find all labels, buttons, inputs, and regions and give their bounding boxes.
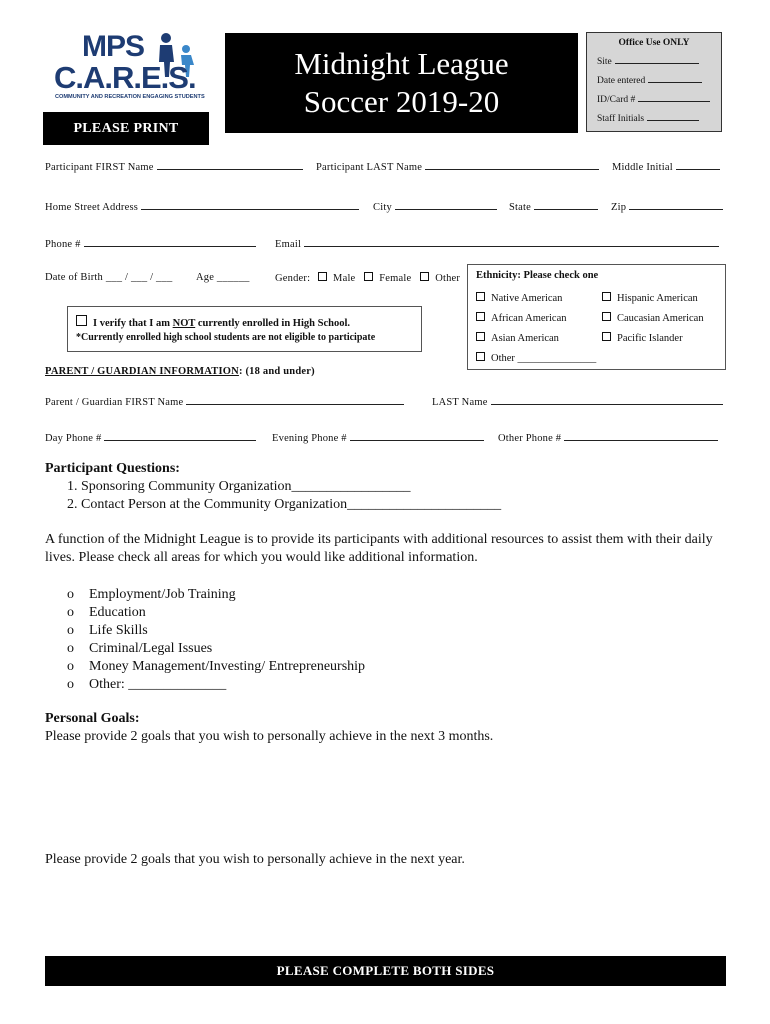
verify-box xyxy=(67,306,422,352)
checkbox-icon[interactable] xyxy=(476,312,485,321)
resource-areas-list xyxy=(67,586,365,694)
gender-male-option[interactable]: Male xyxy=(318,273,355,284)
office-date-field[interactable]: Date entered xyxy=(597,73,721,86)
personal-goals-section xyxy=(45,710,735,746)
gender-other-option[interactable]: Other xyxy=(420,273,460,284)
zip-field[interactable]: Zip xyxy=(611,198,723,213)
city-field[interactable]: City xyxy=(373,198,497,213)
last-name-field[interactable]: Participant LAST Name xyxy=(316,158,599,173)
ethnicity-option[interactable]: Pacific Islander xyxy=(602,332,683,344)
gender-female-option[interactable]: Female xyxy=(364,273,411,284)
questions-header: Participant Questions: xyxy=(45,461,180,476)
state-field[interactable]: State xyxy=(509,198,598,213)
circle-bullet-icon[interactable]: o xyxy=(67,605,74,620)
ethnicity-option[interactable]: African American xyxy=(476,312,567,324)
ethnicity-option[interactable]: Hispanic American xyxy=(602,292,698,304)
circle-bullet-icon[interactable]: o xyxy=(67,677,74,692)
guardian-first-name-field[interactable]: Parent / Guardian FIRST Name xyxy=(45,393,404,408)
checkbox-icon[interactable] xyxy=(318,272,327,281)
goals-3-months-prompt: Please provide 2 goals that you wish to personally achieve in the next 3 months. xyxy=(45,729,494,744)
list-item[interactable]: o Criminal/Legal Issues xyxy=(67,641,213,656)
checkbox-icon[interactable] xyxy=(76,315,87,326)
participant-questions xyxy=(45,460,735,514)
mps-cares-logo xyxy=(52,30,205,106)
circle-bullet-icon[interactable]: o xyxy=(67,659,74,674)
evening-phone-field[interactable]: Evening Phone # xyxy=(272,429,484,444)
ethnicity-option[interactable]: Caucasian American xyxy=(602,312,704,324)
verify-note: *Currently enrolled high school students are not eligible to participate xyxy=(76,332,376,343)
list-item[interactable]: o Money Management/Investing/ Entrepreneurship xyxy=(67,659,366,674)
checkbox-icon[interactable] xyxy=(476,352,485,361)
title-line2: Soccer 2019-20 xyxy=(303,84,500,119)
first-name-field[interactable]: Participant FIRST Name xyxy=(45,158,303,173)
checkbox-icon[interactable] xyxy=(476,332,485,341)
list-item[interactable]: o Employment/Job Training xyxy=(67,587,236,602)
guardian-last-name-field[interactable]: LAST Name xyxy=(432,393,723,408)
circle-bullet-icon[interactable]: o xyxy=(67,587,74,602)
gender-group xyxy=(275,272,460,284)
day-phone-field[interactable]: Day Phone # xyxy=(45,429,256,444)
office-site-field[interactable]: Site xyxy=(597,54,721,67)
guardian-header: PARENT / GUARDIAN INFORMATION: (18 and under) xyxy=(45,366,315,377)
verify-statement[interactable]: I verify that I am NOT currently enrolled in High School. xyxy=(76,315,421,329)
footer-banner: PLEASE COMPLETE BOTH SIDES xyxy=(45,956,726,986)
street-address-field[interactable]: Home Street Address xyxy=(45,198,359,213)
office-use-header: Office Use ONLY xyxy=(618,38,690,48)
ethnicity-option[interactable]: Asian American xyxy=(476,332,559,344)
gender-label: Gender: xyxy=(275,273,311,284)
resources-intro: A function of the Midnight League is to provide its participants with additional resources to assist them with their daily lives. Please check all areas for which you would like additional information. xyxy=(45,532,713,565)
other-phone-field[interactable]: Other Phone # xyxy=(498,429,718,444)
circle-bullet-icon[interactable]: o xyxy=(67,641,74,656)
checkbox-icon[interactable] xyxy=(476,292,485,301)
question-item[interactable]: 2. Contact Person at the Community Organization______________________ xyxy=(67,497,502,512)
office-use-box xyxy=(586,32,722,132)
ethnicity-box xyxy=(467,264,726,370)
title-box xyxy=(225,33,578,133)
please-print-banner: PLEASE PRINT xyxy=(43,112,209,145)
ethnicity-option[interactable]: Native American xyxy=(476,292,562,304)
logo-tagline: COMMUNITY AND RECREATION ENGAGING STUDENTS xyxy=(55,94,205,100)
office-staff-field[interactable]: Staff Initials xyxy=(597,111,721,124)
middle-initial-field[interactable]: Middle Initial xyxy=(612,158,720,173)
age-field[interactable]: Age ______ xyxy=(196,272,250,283)
checkbox-icon[interactable] xyxy=(420,272,429,281)
checkbox-icon[interactable] xyxy=(602,292,611,301)
office-id-field[interactable]: ID/Card # xyxy=(597,92,721,105)
goals-header: Personal Goals: xyxy=(45,711,140,726)
phone-field[interactable]: Phone # xyxy=(45,235,256,250)
list-item[interactable]: o Other: ______________ xyxy=(67,677,227,692)
email-field[interactable]: Email xyxy=(275,235,719,250)
question-item[interactable]: 1. Sponsoring Community Organization_________________ xyxy=(67,479,411,494)
list-item[interactable]: o Education xyxy=(67,605,146,620)
checkbox-icon[interactable] xyxy=(364,272,373,281)
ethnicity-header: Ethnicity: Please check one xyxy=(476,270,599,281)
circle-bullet-icon[interactable]: o xyxy=(67,623,74,638)
list-item[interactable]: o Life Skills xyxy=(67,623,148,638)
checkbox-icon[interactable] xyxy=(602,312,611,321)
ethnicity-option[interactable]: Other _______________ xyxy=(476,352,596,364)
logo-text-mps: MPS xyxy=(82,30,145,63)
checkbox-icon[interactable] xyxy=(602,332,611,341)
goals-1-year-prompt: Please provide 2 goals that you wish to personally achieve in the next year. xyxy=(45,852,465,867)
dob-field[interactable]: Date of Birth ___ / ___ / ___ xyxy=(45,272,173,283)
title-line1: Midnight League xyxy=(294,46,509,81)
logo-text-cares: C.A.R.E.S. xyxy=(54,60,196,95)
